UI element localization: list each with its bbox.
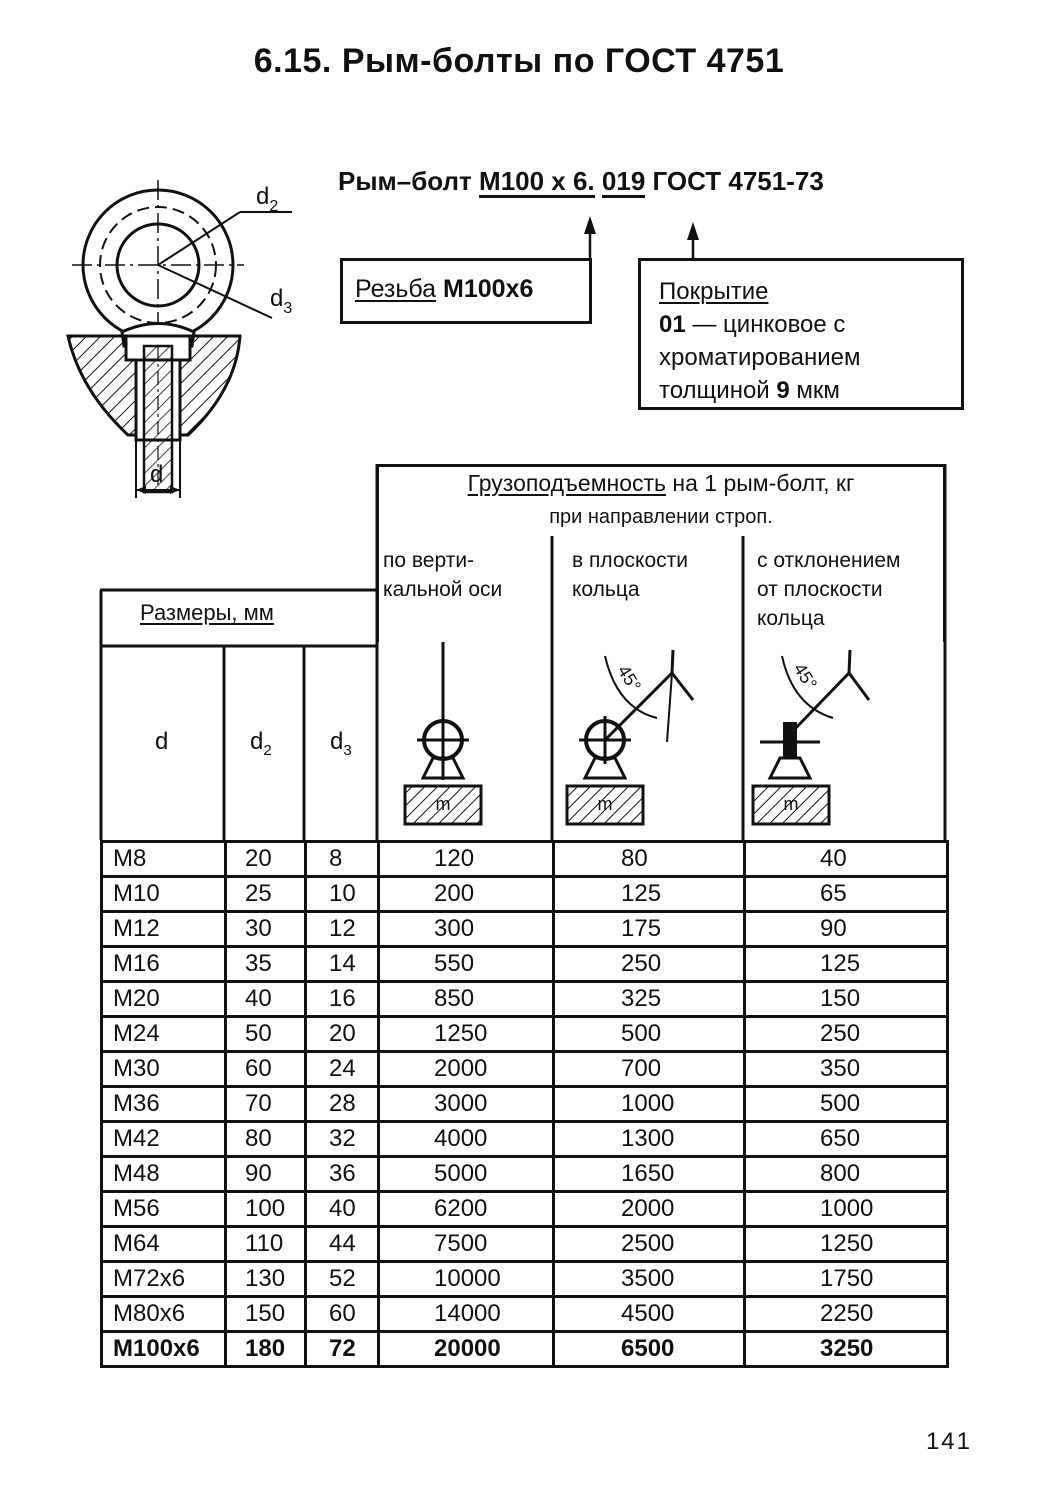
cell-load-vertical: 10000 bbox=[379, 1262, 554, 1297]
table-row bbox=[102, 947, 948, 982]
table-row bbox=[102, 912, 948, 947]
cell-load-plane: 325 bbox=[554, 982, 745, 1017]
cell-d: М42 bbox=[102, 1122, 226, 1157]
cell-d2: 60 bbox=[226, 1052, 306, 1087]
pictogram-vertical bbox=[405, 642, 481, 824]
cell-load-plane: 2500 bbox=[554, 1227, 745, 1262]
cell-load-plane: 80 bbox=[554, 842, 745, 877]
designation-coating-code: 019 bbox=[601, 166, 646, 196]
table-row bbox=[102, 1052, 948, 1087]
cell-load-plane: 3500 bbox=[554, 1262, 745, 1297]
table-row bbox=[102, 877, 948, 912]
eye-bolt-table bbox=[100, 840, 949, 1368]
label-d: d bbox=[150, 461, 164, 488]
cell-load-offset: 150 bbox=[745, 982, 948, 1017]
coating-line3a: толщиной bbox=[659, 377, 777, 404]
cell-d: М100х6 bbox=[102, 1332, 226, 1367]
cell-d: М16 bbox=[102, 947, 226, 982]
cell-load-plane: 6500 bbox=[554, 1332, 745, 1367]
sling-pictograms bbox=[377, 630, 947, 840]
coating-line1: — цинковое с bbox=[685, 311, 846, 338]
table-row bbox=[102, 842, 948, 877]
cell-d2: 30 bbox=[226, 912, 306, 947]
cell-load-offset: 250 bbox=[745, 1017, 948, 1052]
cell-d3: 20 bbox=[306, 1017, 379, 1052]
cell-load-plane: 4500 bbox=[554, 1297, 745, 1332]
col-head-vertical-line2: кальной оси bbox=[383, 578, 503, 601]
coating-thickness: 9 bbox=[776, 377, 790, 404]
cell-d2: 180 bbox=[226, 1332, 306, 1367]
cell-d2: 110 bbox=[226, 1227, 306, 1262]
cell-load-vertical: 550 bbox=[379, 947, 554, 982]
cell-load-offset: 40 bbox=[745, 842, 948, 877]
cell-load-plane: 125 bbox=[554, 877, 745, 912]
svg-text:45°: 45° bbox=[789, 659, 822, 694]
coating-label: Покрытие bbox=[659, 278, 769, 305]
cell-d3: 40 bbox=[306, 1192, 379, 1227]
cell-load-vertical: 300 bbox=[379, 912, 554, 947]
col-head-plane-line1: в плоскости bbox=[572, 549, 688, 572]
col-head-offset-line3: кольца bbox=[757, 607, 825, 630]
cell-d: М36 bbox=[102, 1087, 226, 1122]
cell-load-plane: 175 bbox=[554, 912, 745, 947]
cell-load-vertical: 5000 bbox=[379, 1157, 554, 1192]
svg-text:m: m bbox=[597, 794, 613, 814]
cell-d3: 8 bbox=[306, 842, 379, 877]
cell-d3: 60 bbox=[306, 1297, 379, 1332]
cell-load-plane: 1650 bbox=[554, 1157, 745, 1192]
cell-d3: 10 bbox=[306, 877, 379, 912]
cell-load-vertical: 120 bbox=[379, 842, 554, 877]
cell-load-plane: 1000 bbox=[554, 1087, 745, 1122]
cell-d: М80х6 bbox=[102, 1297, 226, 1332]
thread-label: Резьба bbox=[355, 275, 437, 303]
svg-text:45°: 45° bbox=[613, 661, 646, 696]
table-row bbox=[102, 1297, 948, 1332]
svg-text:m: m bbox=[783, 794, 799, 814]
label-d2: $d_2$ bbox=[256, 183, 279, 215]
cell-load-offset: 350 bbox=[745, 1052, 948, 1087]
cell-d: М56 bbox=[102, 1192, 226, 1227]
cell-load-vertical: 6200 bbox=[379, 1192, 554, 1227]
cell-load-vertical: 850 bbox=[379, 982, 554, 1017]
cell-d2: 100 bbox=[226, 1192, 306, 1227]
cell-d3: 52 bbox=[306, 1262, 379, 1297]
designation-prefix: Рым–болт bbox=[338, 166, 472, 196]
load-subtitle: при направлении строп. bbox=[549, 506, 773, 528]
cell-d3: 36 bbox=[306, 1157, 379, 1192]
table-row bbox=[102, 982, 948, 1017]
cell-d2: 25 bbox=[226, 877, 306, 912]
cell-d: М64 bbox=[102, 1227, 226, 1262]
cell-load-vertical: 3000 bbox=[379, 1087, 554, 1122]
cell-d3: 72 bbox=[306, 1332, 379, 1367]
cell-load-offset: 1250 bbox=[745, 1227, 948, 1262]
cell-d: М20 bbox=[102, 982, 226, 1017]
cell-d: М10 bbox=[102, 877, 226, 912]
cell-d3: 24 bbox=[306, 1052, 379, 1087]
cell-load-offset: 2250 bbox=[745, 1297, 948, 1332]
cell-load-vertical: 200 bbox=[379, 877, 554, 912]
cell-d2: 90 bbox=[226, 1157, 306, 1192]
load-title-main: Грузоподъемность bbox=[467, 470, 667, 496]
cell-d3: 16 bbox=[306, 982, 379, 1017]
page-title: 6.15. Рым-болты по ГОСТ 4751 bbox=[253, 42, 785, 80]
cell-d: М24 bbox=[102, 1017, 226, 1052]
cell-d2: 70 bbox=[226, 1087, 306, 1122]
cell-load-plane: 500 bbox=[554, 1017, 745, 1052]
cell-d3: 28 bbox=[306, 1087, 379, 1122]
coating-code: 01 bbox=[659, 311, 686, 338]
coating-line2: хроматированием bbox=[659, 344, 861, 371]
cell-d: М48 bbox=[102, 1157, 226, 1192]
page-number: 141 bbox=[925, 1428, 972, 1455]
cell-load-offset: 125 bbox=[745, 947, 948, 982]
cell-d3: 44 bbox=[306, 1227, 379, 1262]
cell-d2: 150 bbox=[226, 1297, 306, 1332]
cell-d2: 35 bbox=[226, 947, 306, 982]
load-title-rest: на 1 рым-болт, кг bbox=[666, 470, 855, 496]
cell-d3: 14 bbox=[306, 947, 379, 982]
table-row bbox=[102, 1157, 948, 1192]
cell-load-offset: 1750 bbox=[745, 1262, 948, 1297]
cell-d2: 80 bbox=[226, 1122, 306, 1157]
sizes-title: Размеры, мм bbox=[140, 600, 274, 625]
table-row bbox=[102, 1332, 948, 1367]
svg-text:m: m bbox=[435, 794, 451, 814]
cell-d: М30 bbox=[102, 1052, 226, 1087]
col-head-plane-line2: кольца bbox=[572, 578, 640, 601]
cell-load-vertical: 14000 bbox=[379, 1297, 554, 1332]
table-row bbox=[102, 1122, 948, 1157]
coating-line3c: мкм bbox=[789, 377, 840, 404]
cell-load-offset: 800 bbox=[745, 1157, 948, 1192]
cell-load-vertical: 2000 bbox=[379, 1052, 554, 1087]
label-d3: $d_3$ bbox=[270, 285, 293, 317]
cell-load-plane: 700 bbox=[554, 1052, 745, 1087]
cell-load-vertical: 4000 bbox=[379, 1122, 554, 1157]
col-head-vertical-line1: по верти- bbox=[383, 549, 475, 572]
cell-d2: 40 bbox=[226, 982, 306, 1017]
cell-load-offset: 650 bbox=[745, 1122, 948, 1157]
thread-value: М100х6 bbox=[443, 275, 534, 303]
table-row bbox=[102, 1087, 948, 1122]
cell-d: М72х6 bbox=[102, 1262, 226, 1297]
cell-d2: 130 bbox=[226, 1262, 306, 1297]
cell-d: М8 bbox=[102, 842, 226, 877]
table-row bbox=[102, 1192, 948, 1227]
cell-load-plane: 2000 bbox=[554, 1192, 745, 1227]
cell-d3: 32 bbox=[306, 1122, 379, 1157]
col-head-d3: $d_3$ bbox=[330, 728, 352, 759]
pictogram-in-plane bbox=[567, 650, 693, 824]
cell-load-vertical: 1250 bbox=[379, 1017, 554, 1052]
table-row bbox=[102, 1262, 948, 1297]
cell-load-offset: 3250 bbox=[745, 1332, 948, 1367]
cell-d2: 20 bbox=[226, 842, 306, 877]
cell-load-offset: 65 bbox=[745, 877, 948, 912]
cell-d2: 50 bbox=[226, 1017, 306, 1052]
designation-standard: ГОСТ 4751-73 bbox=[652, 166, 824, 196]
table-row bbox=[102, 1017, 948, 1052]
table-row bbox=[102, 1227, 948, 1262]
designation-thread: М100 х 6. bbox=[479, 166, 595, 196]
col-head-offset-line1: с отклонением bbox=[757, 549, 901, 572]
pictogram-offset bbox=[753, 650, 869, 824]
cell-load-plane: 250 bbox=[554, 947, 745, 982]
cell-load-plane: 1300 bbox=[554, 1122, 745, 1157]
cell-d: М12 bbox=[102, 912, 226, 947]
col-head-d2: $d_2$ bbox=[250, 728, 272, 759]
cell-d3: 12 bbox=[306, 912, 379, 947]
cell-load-vertical: 7500 bbox=[379, 1227, 554, 1262]
col-head-d: d bbox=[155, 728, 169, 755]
cell-load-offset: 1000 bbox=[745, 1192, 948, 1227]
col-head-offset-line2: от плоскости bbox=[757, 578, 883, 601]
cell-load-vertical: 20000 bbox=[379, 1332, 554, 1367]
cell-load-offset: 500 bbox=[745, 1087, 948, 1122]
cell-load-offset: 90 bbox=[745, 912, 948, 947]
